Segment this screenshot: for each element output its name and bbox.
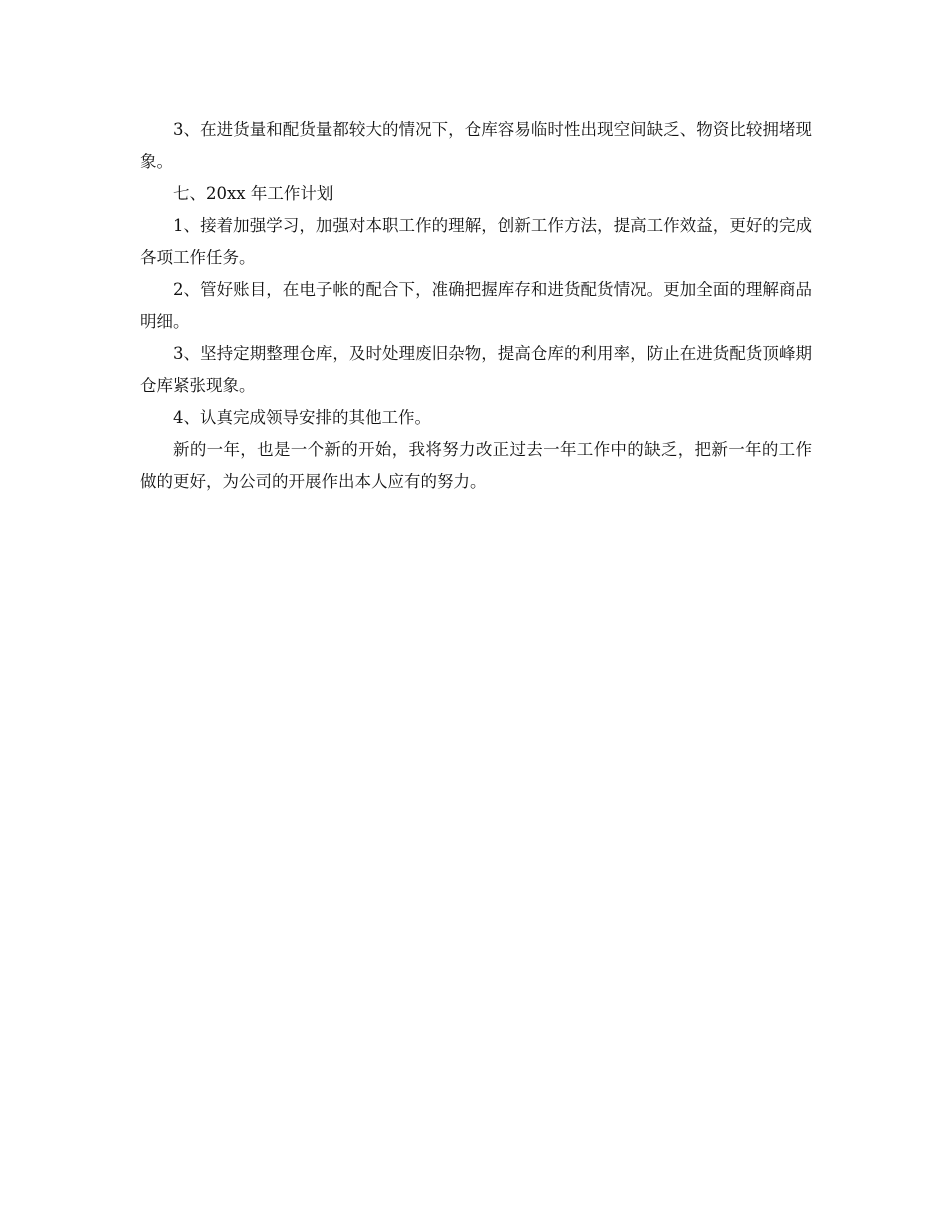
closing-paragraph: 新的一年，也是一个新的开始，我将努力改正过去一年工作中的缺乏，把新一年的工作做的更好，为公司的开展作出本人应有的努力。	[140, 440, 812, 491]
plan-item-4: 4、认真完成领导安排的其他工作。	[173, 408, 431, 427]
section-heading-work-plan: 七、20xx 年工作计划	[173, 184, 334, 203]
plan-item-3: 3、坚持定期整理仓库，及时处理废旧杂物，提高仓库的利用率，防止在进货配货顶峰期仓库紧张现象。	[140, 344, 812, 395]
paragraph-warehouse-congestion: 3、在进货量和配货量都较大的情况下，仓库容易临时性出现空间缺乏、物资比较拥堵现象。	[140, 120, 812, 171]
document-body	[140, 114, 812, 498]
plan-item-1: 1、接着加强学习，加强对本职工作的理解，创新工作方法，提高工作效益，更好的完成各项工作任务。	[140, 216, 812, 267]
plan-item-2: 2、管好账目，在电子帐的配合下，准确把握库存和进货配货情况。更加全面的理解商品明细。	[140, 280, 812, 331]
